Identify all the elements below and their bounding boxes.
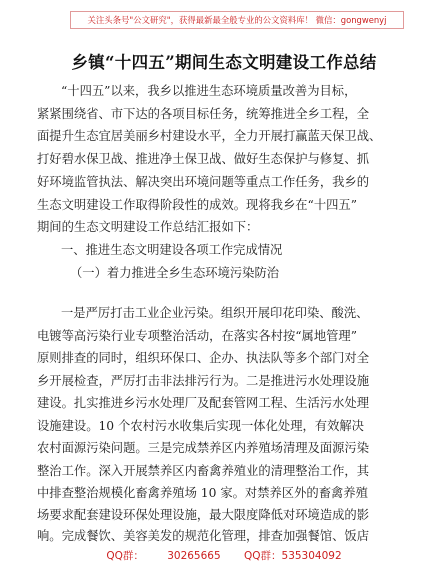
body-line: 乡开展检查，严厉打击非法排污行为。二是推进污水处理设施 [37,374,370,388]
intro-line: 面提升生态宜居美丽乡村建设水平，全力开展打赢蓝天保卫战、 [37,129,382,143]
body-line: 场要求配套建设环保处理设施，最大限度降低对环境造成的影 [37,508,370,522]
body-line: 农村面源污染问题。三是完成禁养区内养殖场清理及面源污染 [37,441,370,455]
section-heading: 一、推进生态文明建设各项工作完成情况 [61,243,283,257]
body-line: 响。完成餐饮、美容美发的规范化管理，排查加强餐馆、饭店 [37,529,370,543]
body-line: 建设。扎实推进乡污水处理厂及配套管网工程、生活污水处理 [37,396,370,410]
subsection-heading: （一）着力推进全乡生态环境污染防治 [70,266,280,280]
intro-line: 期间的生态文明建设工作总结汇报如下： [37,220,259,234]
body-line: 整治工作。深入开展禁养区内畜禽养殖业的清理整治工作，其 [37,464,370,478]
footer-contact: QQ群： 30265665 QQ群：535304092 [106,550,342,562]
intro-line: 生态文明建设工作取得阶段性的成效。现将我乡在“十四五” [37,198,357,212]
body-line: 原则排查的同时，组织环保口、企办、执法队等多个部门对全 [37,351,370,365]
intro-line: 紧紧围绕省、市下达的各项目标任务，统筹推进全乡工程，全 [37,107,370,121]
promo-banner: 关注头条号"公文研究"，获得最新最全般专业的公文资料库！ 微信：gongwenyj [70,11,404,29]
body-line: 电镀等高污染行业专项整治活动，在落实各村按“属地管理” [37,329,357,343]
document-title: 乡镇“十四五”期间生态文明建设工作总结 [71,53,377,72]
intro-line: 好环境监管执法、解决突出环境问题等重点工作任务，我乡的 [37,175,370,189]
body-line: 设施建设。10 个农村污水收集后实现一体化处理，有效解决 [37,419,364,433]
body-line: 一是严厉打击工业企业污染。组织开展印花印染、酸洗、 [61,306,369,320]
body-line: 中排查整治规模化畜禽养殖场 10 家。对禁养区外的畜禽养殖 [37,486,368,500]
intro-line: “十四五”以来，我乡以推进生态环境质量改善为目标， [61,84,357,98]
intro-line: 打好碧水保卫战、推进净土保卫战、做好生态保护与修复、抓 [37,152,370,166]
